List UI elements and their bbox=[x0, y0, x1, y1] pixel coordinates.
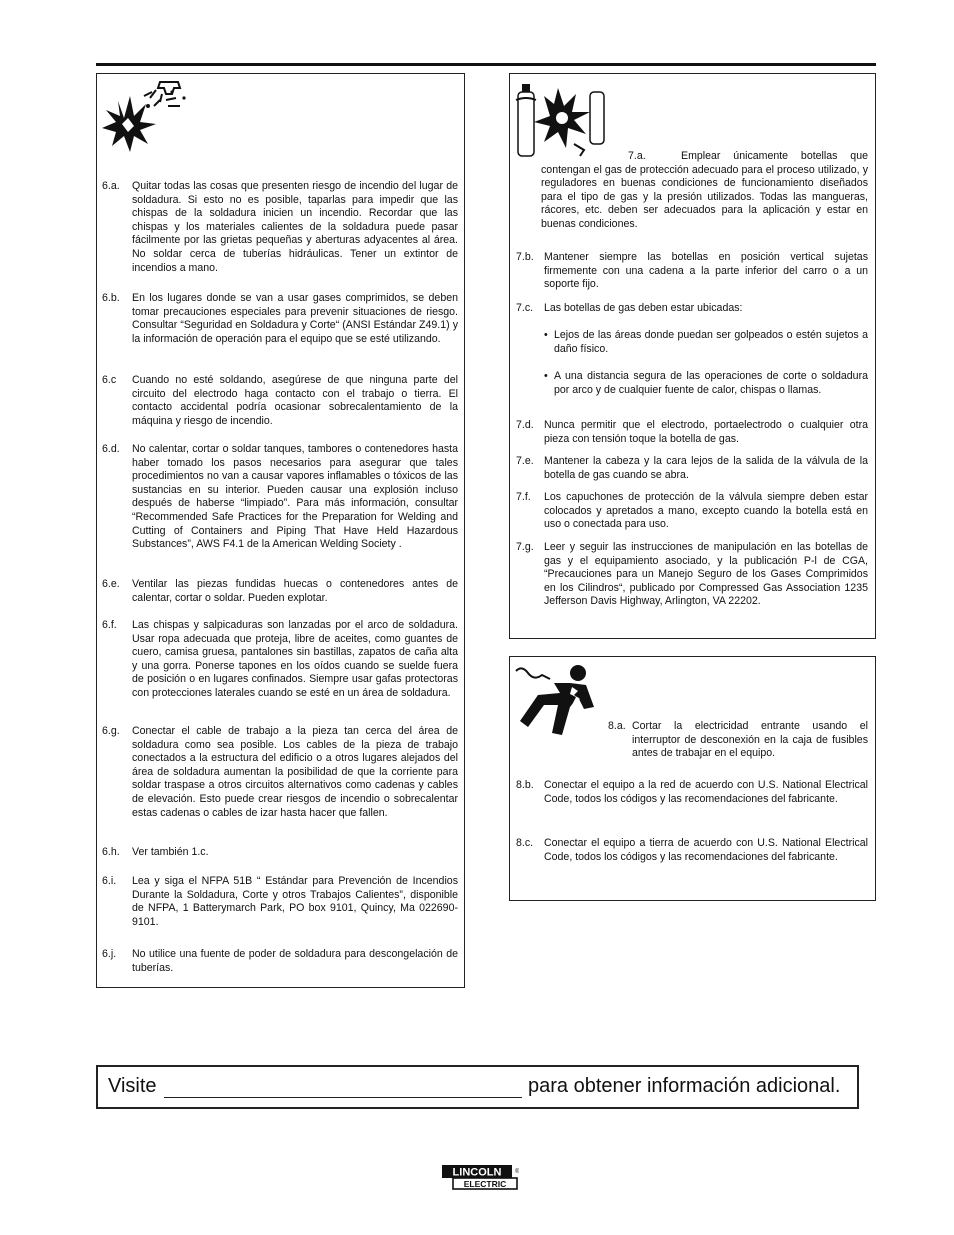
list-item bbox=[102, 948, 458, 975]
item-text: Ver también 1.c. bbox=[132, 846, 209, 858]
list-item bbox=[516, 837, 868, 864]
item-text: Cortar la electricidad entrante usando el interruptor de desconexión en la caja de fusibles antes de trabajar en el equipo. bbox=[632, 720, 868, 760]
website-blank-line bbox=[164, 1097, 522, 1098]
item-number: 6.g. bbox=[102, 725, 120, 737]
list-item bbox=[544, 370, 868, 397]
item-text: Leer y seguir las instrucciones de manipulación en las botellas de gas y el equipamiento asociado, y la publicación P-l de CGA, “Precauciones para un Manejo Seguro de los Gases Comprimidos en los Cilindros“, publicado por Compressed Gas Association 1235 Jefferson Davis Highway, Arlington, VA 22202. bbox=[544, 541, 868, 608]
bullet: • bbox=[544, 329, 548, 341]
item-text: Lejos de las áreas donde puedan ser golpeados o estén sujetos a daño físico. bbox=[554, 329, 868, 355]
list-item bbox=[102, 846, 458, 860]
item-number: 7.b. bbox=[516, 251, 534, 263]
top-rule bbox=[96, 63, 876, 66]
item-text: Cuando no esté soldando, asegúrese de que ninguna parte del circuito del electrodo haga contacto con el trabajo o tierra. El contacto accidental podría ocasionar sobrecalentamiento de la máquina y riesgo de incendio. bbox=[132, 374, 458, 427]
item-number: 6.e. bbox=[102, 578, 120, 590]
item-text: Los capuchones de protección de la válvula siempre deben estar colocados y apretados a mano, excepto cuando la botella está en uso o conectada para uso. bbox=[544, 491, 868, 531]
item-text: Nunca permitir que el electrodo, portaelectrodo o cualquier otra pieza con tensión toque la botella de gas. bbox=[544, 419, 868, 445]
item-number: 6.j. bbox=[102, 948, 117, 960]
additional-info-text: para obtener información adicional. bbox=[528, 1075, 841, 1097]
item-text: Quitar todas las cosas que presenten riesgo de incendio del lugar de soldadura. Si esto no es posible, taparlas para impedir que las chispas de la soldadura inicien un incendio. Recordar que las chispas y los materiales calientes de la soldadura puede pasar fácilmente por las grietas pequeñas y aberturas adyacentes al área. No soldar cerca de tuberías hidráulicas. Tener un extintor de incendios a mano. bbox=[132, 180, 458, 274]
list-item bbox=[102, 374, 458, 428]
item-text: En los lugares donde se van a usar gases comprimidos, se deben tomar precauciones especiales para prevenir situaciones de riesgo. Consultar “Seguridad en Soldadura y Corte“ (ANSI Estándar Z49.1) y la información de operación para el equipo que se esté utilizando. bbox=[132, 292, 458, 345]
list-item bbox=[516, 720, 868, 761]
item-number: 7.a. bbox=[628, 150, 646, 162]
item-text: Mantener siempre las botellas en posición vertical sujetas firmemente con una cadena a la parte inferior del carro o a un soporte fijo. bbox=[544, 251, 868, 291]
gas-cylinder-explosion-icon bbox=[514, 78, 610, 160]
item-text: Conectar el equipo a la red de acuerdo con U.S. National Electrical Code, todos los códigos y las recomendaciones del fabricante. bbox=[544, 779, 868, 805]
list-item bbox=[102, 578, 458, 605]
item-text: Lea y siga el NFPA 51B “ Estándar para Prevención de Incendios Durante la Soldadura, Corte y otros Trabajos Calientes”, disponible de NFPA, 1 Batterymarch Park, PO box 9101, Quincy, Ma 022690-9101. bbox=[132, 875, 458, 928]
item-number: 6.a. bbox=[102, 180, 120, 192]
list-item bbox=[516, 150, 868, 232]
item-number: 6.f. bbox=[102, 619, 117, 631]
item-text: Las chispas y salpicaduras son lanzadas por el arco de soldadura. Usar ropa adecuada que proteja, libre de aceites, como guantes de cuero, camisa gruesa, pantalones sin bastillas, zapatos de caña alta y una gorra. Ponerse tapones en los oídos cuando se suelde fuera de posición o en lugares confinados. Siempre usar gafas protectoras con protecciones laterales cuando se esté en un área de soldadura. bbox=[132, 619, 458, 699]
item-number: 6.d. bbox=[102, 443, 120, 455]
list-item bbox=[102, 875, 458, 929]
item-text: Ventilar las piezas fundidas huecas o contenedores antes de calentar, cortar o soldar. Pueden explotar. bbox=[132, 578, 458, 604]
lincoln-electric-logo bbox=[441, 1164, 519, 1190]
item-text: A una distancia segura de las operaciones de corte o soldadura por arco y de cualquier fuente de calor, chispas o llamas. bbox=[554, 370, 868, 396]
list-item bbox=[516, 455, 868, 482]
list-item bbox=[516, 302, 868, 316]
item-number: 7.d. bbox=[516, 419, 534, 431]
item-number: 8.c. bbox=[516, 837, 534, 849]
list-item bbox=[102, 443, 458, 552]
explosion-spark-icon bbox=[100, 76, 192, 154]
visit-website-box bbox=[96, 1065, 859, 1109]
logo-registered-mark: ® bbox=[515, 1169, 519, 1175]
list-item bbox=[102, 292, 458, 346]
list-item bbox=[516, 491, 868, 532]
list-item bbox=[516, 779, 868, 806]
gas-cylinder-box bbox=[509, 73, 876, 639]
item-text: No calentar, cortar o soldar tanques, tambores o contenedores hasta haber tomado los pasos necesarios para asegurar que tales procedimientos no van a causar vapores inflamables o tóxicos de las sustancias en su interior. Pueden causar una explosión incluso después de haberse “limpiado”. Para más información, consultar “Recommended Safe Practices for the Preparation for Welding and Cutting of Containers and Piping That Have Held Hazardous Substances”, AWS F4.1 de la American Welding Society . bbox=[132, 443, 458, 551]
item-number: 7.f. bbox=[516, 491, 531, 503]
item-number: 7.g. bbox=[516, 541, 534, 553]
item-number: 6.c bbox=[102, 374, 117, 386]
logo-line2: ELECTRIC bbox=[463, 1179, 507, 1189]
list-item bbox=[102, 725, 458, 820]
item-text: No utilice una fuente de poder de soldadura para descongelación de tuberías. bbox=[132, 948, 458, 974]
item-text: Mantener la cabeza y la cara lejos de la salida de la válvula de la botella de gas cuando se abra. bbox=[544, 455, 868, 481]
item-number: 7.c. bbox=[516, 302, 534, 314]
item-number: 6.i. bbox=[102, 875, 117, 887]
list-item bbox=[516, 419, 868, 446]
item-text: Emplear únicamente botellas que contengan el gas de protección adecuado para el proceso utilizado, y reguladores en buenas condiciones de funcionamiento diseñados para el tipo de gas y la presión utilizados. Todas las mangueras, rácores, etc. deben ser adecuados para la aplicación y estar en buenas condiciones. bbox=[541, 150, 868, 230]
item-text: Las botellas de gas deben estar ubicadas: bbox=[544, 302, 743, 314]
electric-shock-box bbox=[509, 656, 876, 901]
list-item bbox=[516, 251, 868, 292]
list-item bbox=[102, 619, 458, 701]
list-item bbox=[544, 329, 868, 356]
item-number: 6.h. bbox=[102, 846, 120, 858]
item-number: 8.a. bbox=[608, 720, 626, 732]
list-item bbox=[516, 541, 868, 609]
item-number: 7.e. bbox=[516, 455, 534, 467]
logo-line1: LINCOLN bbox=[452, 1166, 502, 1179]
item-number: 6.b. bbox=[102, 292, 120, 304]
fire-hazard-box bbox=[96, 73, 465, 988]
item-text: Conectar el equipo a tierra de acuerdo con U.S. National Electrical Code, todos los códigos y las recomendaciones del fabricante. bbox=[544, 837, 868, 863]
bullet: • bbox=[544, 370, 548, 382]
list-item bbox=[102, 180, 458, 275]
visit-label: Visite bbox=[108, 1075, 157, 1097]
item-number: 8.b. bbox=[516, 779, 534, 791]
item-text: Conectar el cable de trabajo a la pieza tan cerca del área de soldadura como sea posible. Los cables de la pieza de trabajo conectados a la estructura del edificio o a otros lugares alejados del área de soldadura aumentan la posibilidad de que la corriente para soldar traspase a otros circuitos alternativos como cadenas y cables de elevación. Esto puede crear riesgos de incendio o sobrecalentar estas cadenas o cables de izar hasta hacer que fallen. bbox=[132, 725, 458, 819]
